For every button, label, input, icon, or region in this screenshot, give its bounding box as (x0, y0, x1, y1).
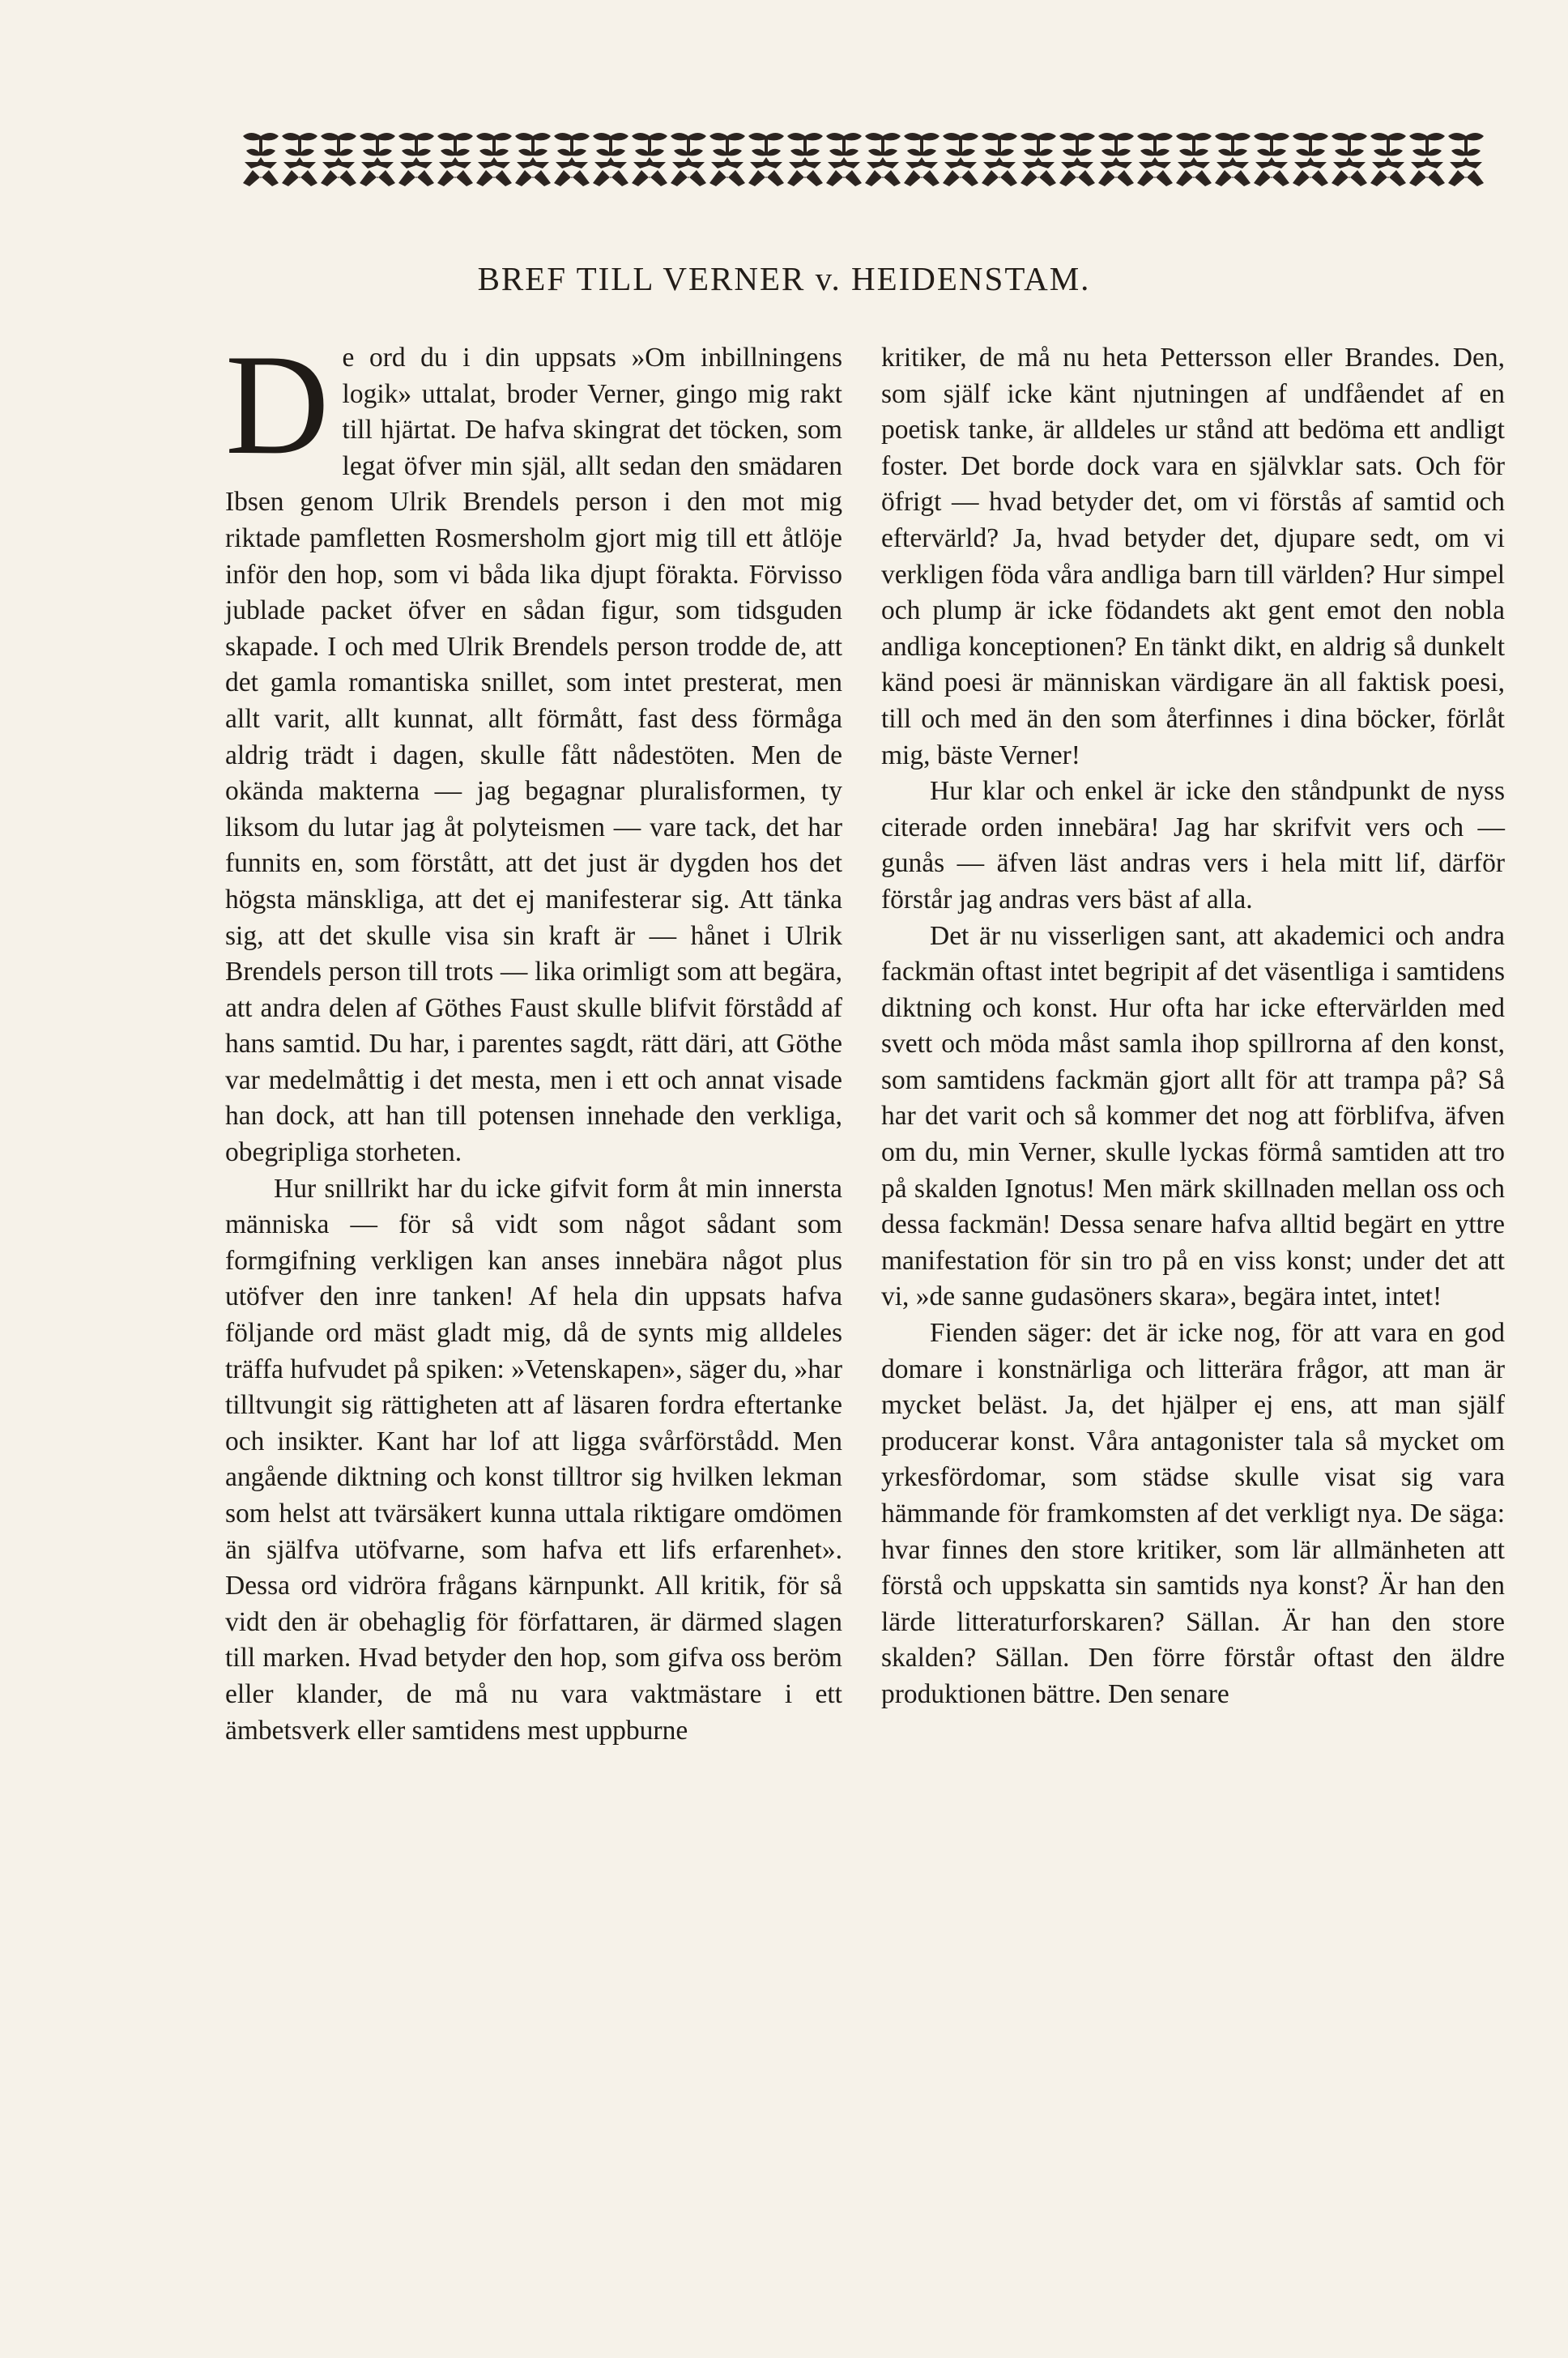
paragraph: Hur klar och enkel är icke den ståndpunkt de nyss citerade orden innebära! Jag har skrifvit vers och — gunås — äfven läst andras vers i hela mitt lif, därför förstår jag andras vers bäst af alla. (881, 776, 1505, 915)
paragraph: Fienden säger: det är icke nog, för att vara en god domare i konstnärliga och litterära frågor, att man är mycket beläst. Ja, det hjälper ej ens, att man själf producerar konst. Våra antagonister tala så mycket om yrkesfördomar, som städse skulle visat sig vara hämmande för framkomsten af det verkligt nya. De säga: hvar finnes den store kritiker, som lär allmänheten att förstå och uppskatta sin samtids nya konst? Är han den lärde litteraturforskaren? Sällan. Är han den store skalden? Sällan. Den förre förstår oftast den äldre produktionen bättre. Den senare (881, 1318, 1505, 1709)
drop-cap: D (225, 324, 330, 484)
paragraph: Hur snillrikt har du icke gifvit form åt min innersta människa — för så vidt som något sådant som formgifning verkligen kan anses innebära något plus utöfver den inre tanken! Af hela din uppsats hafva följande ord mäst gladt mig, då de synts mig alldeles träffa hufvudet på spiken: »Vetenskapen», säger du, »har tilltvungit sig rättigheten att af läsaren fordra eftertanke och insikter. Kant har lof att ligga svårförstådd. Men angående diktning och konst tilltror sig hvilken lekman som helst att tvärsäkert kunna uttala riktigare omdömen än själfva utöfvarne, som hafva ett lifs erfarenhet». Dessa ord vidröra frågans kärnpunkt. All kritik, för så vidt den är obehaglig för författaren, är därmed slagen till marken. Hvad betyder den hop, som gifva oss beröm eller klander, de må nu vara vaktmästare i ett ämbetsverk eller samtidens mest uppburne (225, 1173, 842, 1746)
paragraph: Det är nu visserligen sant, att akademici och andra fackmän oftast intet begripit af det väsentliga i samtidens diktning och konst. Hur ofta har icke eftervärlden med svett och möda måst samla ihop spillrorna af den konst, som samtidens fackmän gjort allt för att trampa på? Så har det varit och så kommer det nog att förblifva, äfven om du, min Verner, skulle lyckas förmå samtiden att tro på skalden Ignotus! Men märk skillnaden mellan oss och dessa fackmän! Dessa senare hafva alltid begärt en yttre manifestation för sin tro på en viss konst; under det att vi, »de sanne gudasöners skara», begära intet, intet! (881, 920, 1505, 1312)
decorative-border-ornament (241, 130, 1485, 188)
page-title: BREF TILL VERNER v. HEIDENSTAM. (477, 260, 1091, 297)
text-column-left (225, 324, 842, 1749)
ornament-pattern (241, 130, 1485, 188)
paragraph-text: e ord du i din uppsats »Om inbillningens logik» uttalat, broder Verner, gingo mig rakt till hjärtat. De hafva skingrat det töcken, som legat öfver min själ, allt sedan den smädaren Ibsen genom Ulrik Brendels person i den mot mig riktade pamfletten Rosmersholm gjort mig till ett åtlöje inför den hop, som vi båda lika djupt förakta. Förvisso jublade packet öfver en sådan figur, som tidsguden skapade. I och med Ulrik Brendels person trodde de, att det gamla romantiska snillet, som intet presterat, men allt varit, allt kunnat, allt förmått, fast dess förmåga aldrig trädt i dagen, skulle fått nådestöten. Men de okända makterna — jag begagnar pluralisformen, ty liksom du lutar jag åt polyteismen — vare tack, det har funnits en, som förstått, att det just är dygden hos det högsta mänskliga, att det ej manifesterar sig. Att tänka sig, att det skulle visa sin kraft är — hånet i Ulrik Brendels person till trots — lika orimligt som att begära, att andra delen af Göthes Faust skulle blifvit förstådd af hans samtid. Du har, i parentes sagdt, rätt däri, att Göthe var medelmåttig i det mesta, men i ett och annat visade han dock, att han till potensen innehade den verkliga, obegripliga storheten. (225, 343, 842, 1168)
text-column-right (881, 340, 1505, 1713)
paragraph: kritiker, de må nu heta Pettersson eller Brandes. Den, som själf icke känt njutningen af undfåendet af en poetisk tanke, är alldeles ur stånd att bedöma ett andligt foster. Det borde dock vara en självklar sats. Och för öfrigt — hvad betyder det, om vi förstås af samtid och eftervärld? Ja, hvad betyder det, djupare sedt, om vi verkligen föda våra andliga barn till världen? Hur simpel och plump är icke födandets akt gent emot den nobla andliga konceptionen? En tänkt dikt, en aldrig så dunkelt känd poesi är människan värdigare än all faktisk poesi, till och med än den som återfinnes i dina böcker, förlåt mig, bäste Verner! (881, 343, 1505, 770)
paragraph (225, 324, 842, 1171)
